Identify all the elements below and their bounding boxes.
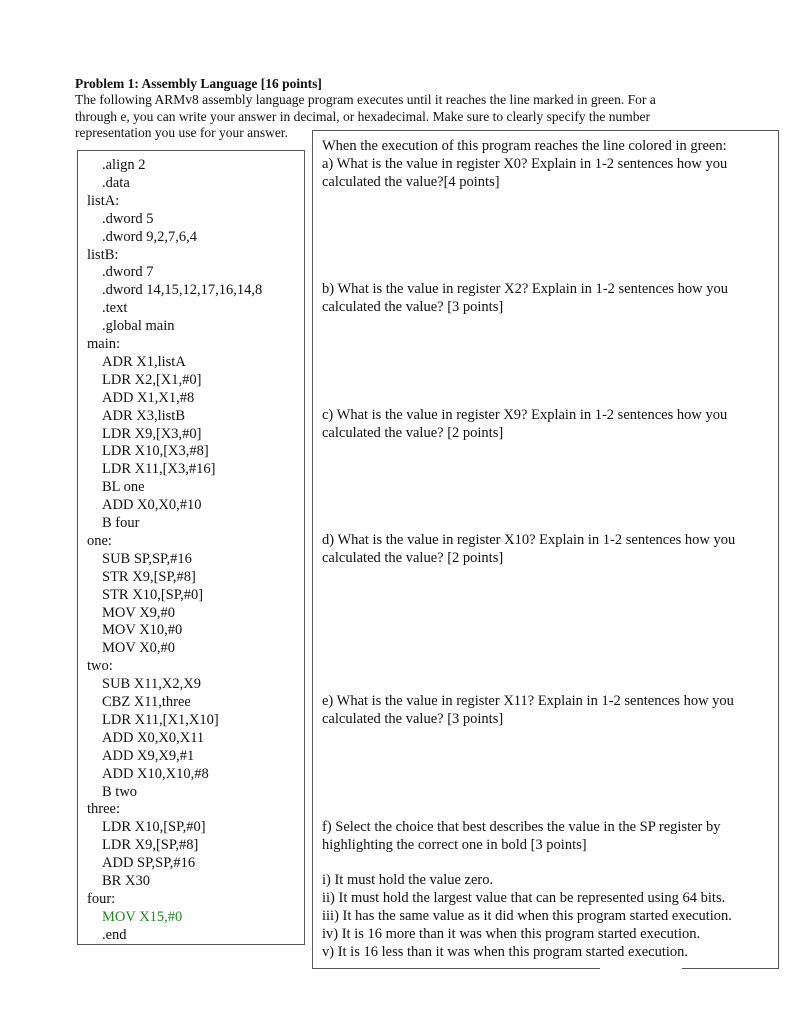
code-line: CBZ X11,three bbox=[102, 694, 191, 710]
code-line: ADD SP,SP,#16 bbox=[102, 855, 196, 872]
question-d-line: d) What is the value in register X10? Explain in 1-2 sentences how you bbox=[322, 532, 736, 548]
code-label: listA: bbox=[87, 192, 120, 209]
code-line: BR X30 bbox=[102, 873, 150, 889]
code-label: main: bbox=[87, 336, 121, 352]
question-a bbox=[322, 155, 727, 191]
code-line: BL one bbox=[102, 479, 145, 496]
code-line: .data bbox=[102, 174, 130, 191]
problem-title: Problem 1: Assembly Language [16 points] bbox=[75, 76, 322, 91]
intro-line: The following ARMv8 assembly language program executes until it reaches the line marked in green. For a bbox=[75, 92, 656, 107]
code-line: ADD X10,X10,#8 bbox=[102, 765, 209, 782]
choice-list bbox=[322, 871, 732, 961]
code-line: .text bbox=[102, 300, 128, 317]
code-line: STR X10,[SP,#0] bbox=[102, 586, 204, 603]
code-line: B four bbox=[102, 515, 140, 531]
questions-header bbox=[322, 137, 727, 155]
code-line: .dword 14,15,12,17,16,14,8 bbox=[102, 282, 263, 299]
code-listing bbox=[77, 150, 305, 945]
code-line: SUB X11,X2,X9 bbox=[102, 676, 201, 693]
code-line: MOV X9,#0 bbox=[102, 604, 176, 621]
code-line: B two bbox=[102, 783, 138, 800]
code-line: SUB SP,SP,#16 bbox=[102, 550, 192, 567]
highlighted-code-line: MOV X15,#0 bbox=[102, 908, 183, 925]
question-d bbox=[322, 531, 735, 567]
code-line: .end bbox=[102, 926, 127, 943]
border-gap bbox=[600, 966, 682, 972]
question-f-line: f) Select the choice that best describes the value in the SP register by bbox=[322, 819, 721, 835]
question-b-line: b) What is the value in register X2? Explain in 1-2 sentences how you bbox=[322, 281, 729, 297]
choice-item[interactable]: v) It is 16 less than it was when this program started execution. bbox=[322, 944, 689, 960]
code-label: one: bbox=[87, 532, 112, 549]
choice-item[interactable]: iv) It is 16 more than it was when this program started execution. bbox=[322, 926, 701, 942]
code-line: LDR X9,[SP,#8] bbox=[102, 837, 199, 854]
question-b bbox=[322, 280, 728, 316]
code-line: LDR X11,[X3,#16] bbox=[102, 461, 216, 478]
code-label: two: bbox=[87, 658, 113, 675]
code-line: LDR X2,[X1,#0] bbox=[102, 371, 202, 388]
choice-item[interactable]: i) It must hold the value zero. bbox=[322, 872, 494, 888]
code-line: LDR X9,[X3,#0] bbox=[102, 425, 202, 442]
question-d-line: calculated the value? [2 points] bbox=[322, 550, 504, 566]
question-e bbox=[322, 692, 734, 728]
code-line: ADD X1,X1,#8 bbox=[102, 389, 195, 406]
question-c-line: calculated the value? [2 points] bbox=[322, 425, 504, 441]
code-label: three: bbox=[87, 801, 121, 818]
question-f bbox=[322, 818, 721, 854]
question-f-line: highlighting the correct one in bold [3 points] bbox=[322, 837, 587, 853]
code-label: listB: bbox=[87, 246, 119, 263]
question-c bbox=[322, 406, 727, 442]
question-a-line: calculated the value?[4 points] bbox=[322, 174, 500, 190]
code-line: ADR X3,listB bbox=[102, 407, 185, 424]
code-line: .dword 5 bbox=[102, 210, 154, 227]
code-line: ADD X9,X9,#1 bbox=[102, 747, 195, 764]
questions-panel bbox=[312, 130, 779, 969]
intro-line: through e, you can write your answer in decimal, or hexadecimal. Make sure to clearly specify the number bbox=[75, 108, 651, 124]
choice-item[interactable]: ii) It must hold the largest value that can be represented using 64 bits. bbox=[322, 890, 726, 906]
code-line: ADR X1,listA bbox=[102, 353, 186, 370]
code-line: LDR X11,[X1,X10] bbox=[102, 711, 219, 728]
code-line: ADD X0,X0,#10 bbox=[102, 497, 202, 514]
code-line: .dword 9,2,7,6,4 bbox=[102, 228, 198, 245]
question-e-line: e) What is the value in register X11? Explain in 1-2 sentences how you bbox=[322, 693, 734, 709]
code-line: MOV X0,#0 bbox=[102, 640, 176, 657]
question-b-line: calculated the value? [3 points] bbox=[322, 299, 504, 315]
code-line: .align 2 bbox=[102, 157, 146, 173]
code-line: STR X9,[SP,#8] bbox=[102, 568, 196, 585]
questions-header-text: When the execution of this program reaches the line colored in green: bbox=[322, 138, 727, 154]
code-line: LDR X10,[X3,#8] bbox=[102, 443, 209, 460]
code-line: MOV X10,#0 bbox=[102, 622, 183, 639]
code-line: ADD X0,X0,X11 bbox=[102, 729, 205, 746]
question-a-line: a) What is the value in register X0? Explain in 1-2 sentences how you bbox=[322, 156, 728, 172]
question-e-line: calculated the value? [3 points] bbox=[322, 711, 504, 727]
question-c-line: c) What is the value in register X9? Explain in 1-2 sentences how you bbox=[322, 407, 728, 423]
intro-line: representation you use for your answer. bbox=[75, 125, 288, 140]
code-line: .global main bbox=[102, 318, 175, 335]
code-line: .dword 7 bbox=[102, 264, 154, 281]
code-line: LDR X10,[SP,#0] bbox=[102, 819, 206, 836]
code-label: four: bbox=[87, 890, 116, 907]
choice-item[interactable]: iii) It has the same value as it did when this program started execution. bbox=[322, 908, 732, 924]
